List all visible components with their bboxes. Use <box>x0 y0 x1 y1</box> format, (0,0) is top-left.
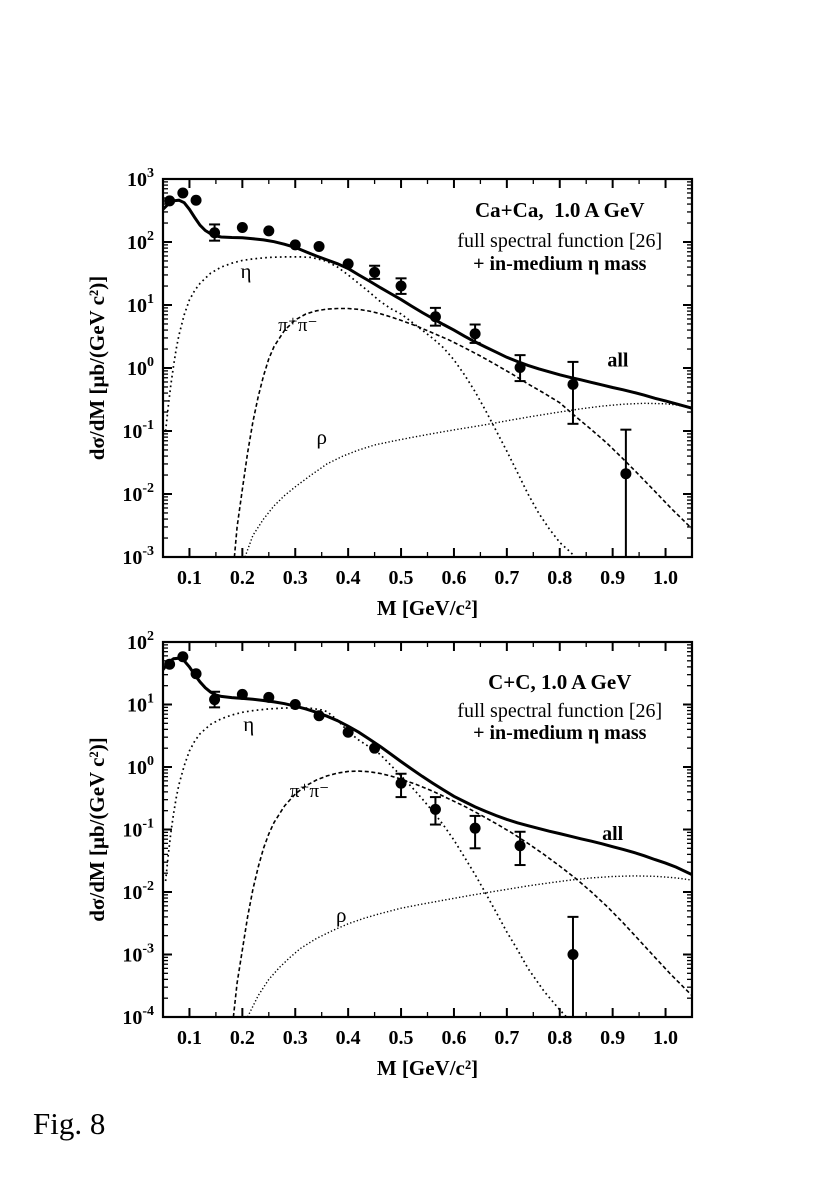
data-point <box>290 239 301 250</box>
chart-sub1-ca-ca: full spectral function [26] <box>457 230 663 252</box>
data-point <box>396 281 407 292</box>
x-tick-label: 0.3 <box>282 567 308 589</box>
data-point <box>343 727 354 738</box>
x-axis-label: M [GeV/c²] <box>376 596 479 620</box>
label-rho: ρ <box>336 903 347 928</box>
chart-title-c-c: C+C, 1.0 A GeV <box>488 670 632 694</box>
x-tick-label: 0.8 <box>547 1027 573 1049</box>
data-point <box>567 949 578 960</box>
chart-ca-ca <box>85 166 692 620</box>
data-point <box>177 187 188 198</box>
x-tick-label: 0.6 <box>441 567 467 589</box>
x-tick-label: 0.8 <box>547 567 573 589</box>
x-tick-label: 0.9 <box>600 1027 626 1049</box>
x-tick-label: 0.4 <box>335 1027 361 1049</box>
label-pipi: π⁺π⁻ <box>278 314 318 336</box>
data-point <box>209 227 220 238</box>
y-tick-label: $10^2$ <box>127 229 154 254</box>
x-tick-label: 0.7 <box>494 1027 520 1049</box>
data-point <box>369 267 380 278</box>
y-axis-label: dσ/dM [μb/(GeV c²)] <box>85 737 109 922</box>
x-tick-label: 0.2 <box>229 567 255 589</box>
label-rho: ρ <box>316 425 327 450</box>
x-tick-label: 1.0 <box>653 567 679 589</box>
label-eta: η <box>240 258 252 283</box>
data-point <box>567 379 578 390</box>
y-tick-label: $10^{-3}$ <box>122 941 154 967</box>
data-point <box>237 689 248 700</box>
data-point <box>237 222 248 233</box>
x-tick-label: 0.5 <box>388 1027 414 1049</box>
data-point <box>290 699 301 710</box>
y-tick-label: $10^{-1}$ <box>122 816 154 842</box>
x-tick-label: 0.3 <box>282 1027 308 1049</box>
label-all: all <box>607 349 629 372</box>
series-pipi <box>233 771 692 1017</box>
data-point <box>263 225 274 236</box>
y-tick-label: $10^2$ <box>127 629 154 654</box>
series-eta <box>166 708 576 1027</box>
x-tick-label: 0.1 <box>176 567 202 589</box>
y-tick-label: $10^3$ <box>127 166 154 191</box>
y-tick-label: $10^{-2}$ <box>122 879 154 904</box>
label-pipi: π⁺π⁻ <box>289 781 330 803</box>
figure-caption: Fig. 8 <box>33 1106 106 1141</box>
data-point <box>314 710 325 721</box>
series-rho <box>248 876 692 1017</box>
y-tick-label: $10^1$ <box>127 691 154 717</box>
x-tick-label: 0.5 <box>388 567 414 589</box>
y-tick-label: $10^{-1}$ <box>122 418 154 443</box>
label-all: all <box>602 822 624 845</box>
data-point <box>314 241 325 252</box>
chart-sub2-ca-ca: + in-medium η mass <box>473 253 647 275</box>
x-tick-label: 0.9 <box>600 567 626 589</box>
y-tick-label: $10^{-4}$ <box>122 1004 154 1029</box>
data-point <box>191 195 202 206</box>
data-point <box>343 258 354 269</box>
y-tick-label: $10^0$ <box>127 754 154 779</box>
label-eta: η <box>243 711 255 736</box>
chart-sub2-c-c: + in-medium η mass <box>473 722 647 744</box>
x-tick-label: 0.4 <box>335 567 361 589</box>
data-point <box>430 804 441 815</box>
data-point <box>263 692 274 703</box>
data-point <box>177 651 188 662</box>
x-tick-label: 0.2 <box>229 1027 255 1049</box>
y-axis-label: dσ/dM [μb/(GeV c²)] <box>85 275 109 461</box>
data-point <box>430 311 441 322</box>
y-tick-label: $10^1$ <box>127 292 154 317</box>
chart-c-c <box>85 629 692 1080</box>
x-axis-label: M [GeV/c²] <box>376 1056 479 1080</box>
data-point <box>470 823 481 834</box>
series-pipi <box>234 309 692 558</box>
data-point <box>369 743 380 754</box>
chart-sub1-c-c: full spectral function [26] <box>457 700 663 722</box>
y-tick-label: $10^0$ <box>127 355 154 380</box>
y-tick-label: $10^{-3}$ <box>122 544 154 569</box>
chart-title-ca-ca: Ca+Ca, 1.0 A GeV <box>475 198 645 222</box>
data-point <box>515 840 526 851</box>
data-point <box>191 668 202 679</box>
data-point <box>515 362 526 373</box>
data-point <box>396 778 407 789</box>
x-tick-label: 0.7 <box>494 567 520 589</box>
x-tick-label: 0.1 <box>176 1027 202 1049</box>
x-tick-label: 1.0 <box>653 1027 679 1049</box>
data-point <box>470 328 481 339</box>
data-point <box>620 468 631 479</box>
data-point <box>209 694 220 705</box>
x-tick-label: 0.6 <box>441 1027 467 1049</box>
y-tick-label: $10^{-2}$ <box>122 481 154 506</box>
series-eta <box>166 257 592 571</box>
